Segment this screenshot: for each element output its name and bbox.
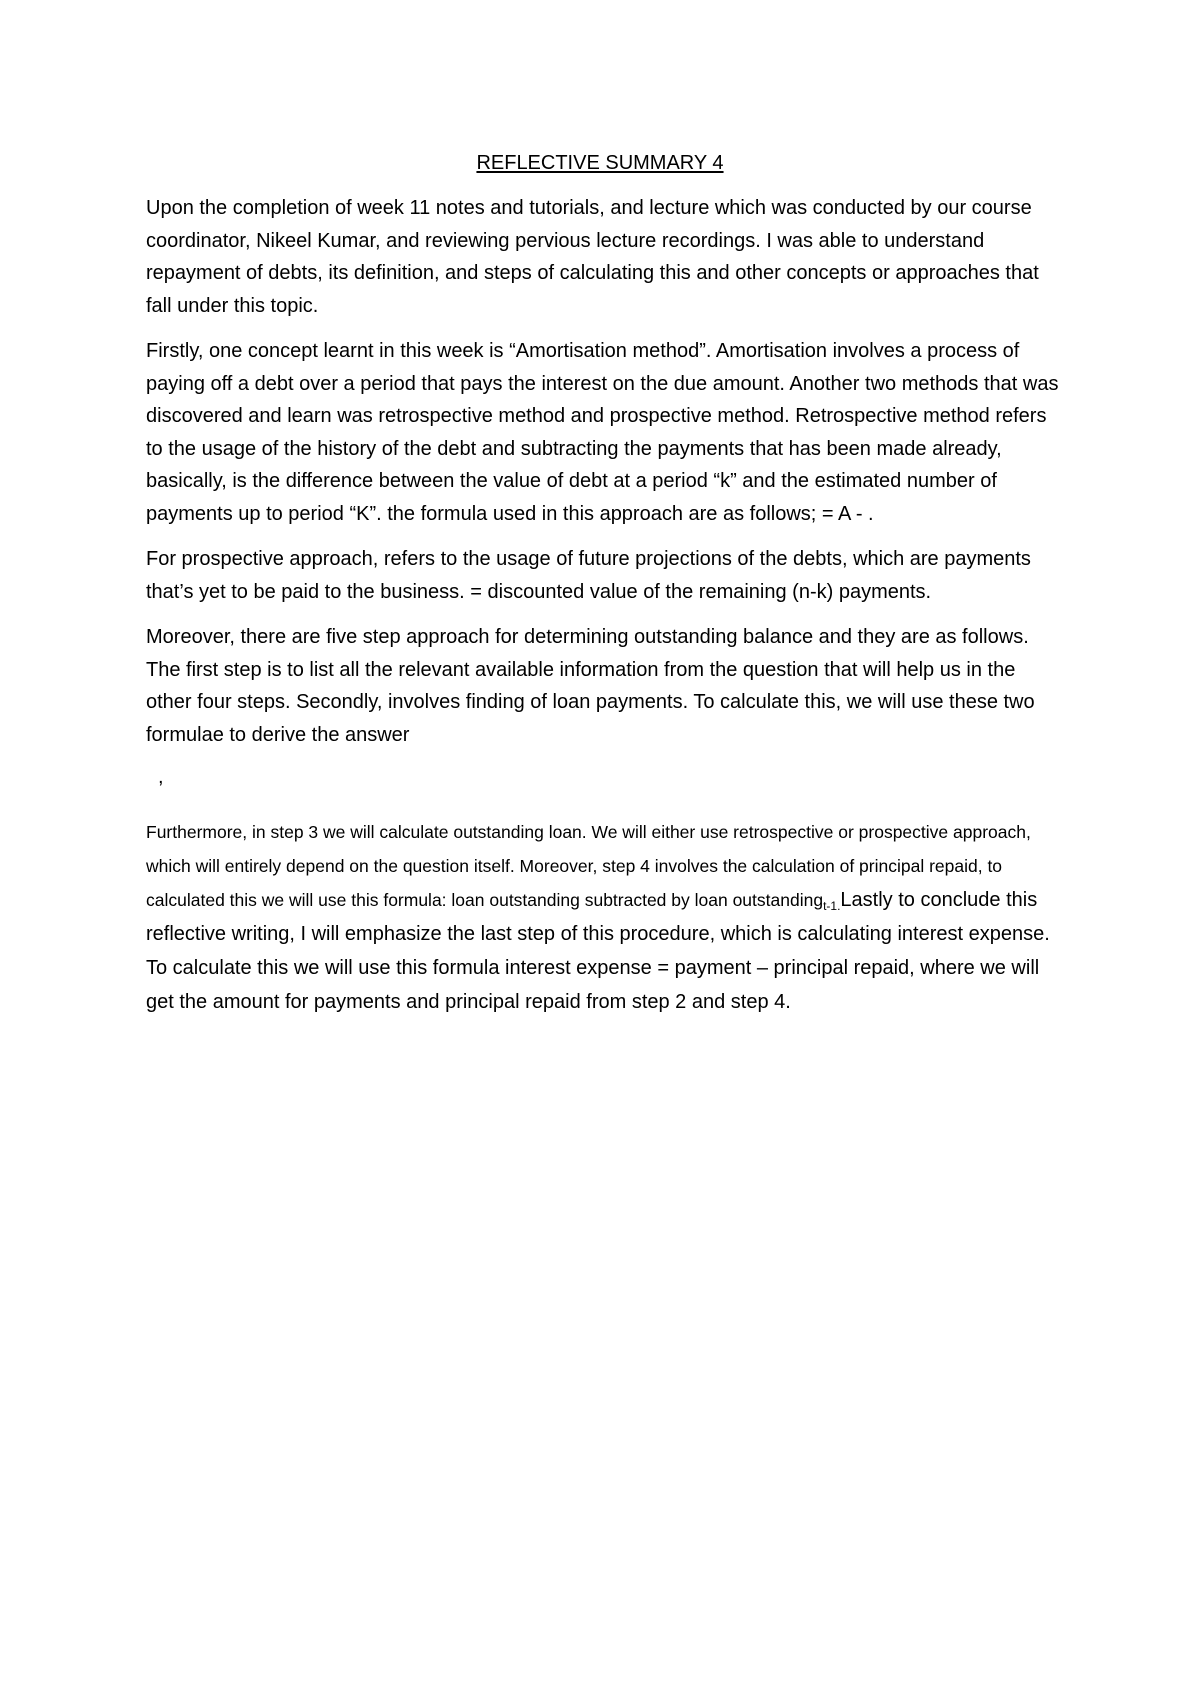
paragraph-introduction: Upon the completion of week 11 notes and tutorials, and lecture which was conducted by our course coordinator, Nikeel Kumar, and reviewing pervious lecture recordings. I was able to understand repayment of debts, its definition, and steps of calculating this and other concepts or approaches that fall under this topic. [146, 197, 1039, 317]
paragraph-amortisation: Firstly, one concept learnt in this week is “Amortisation method”. Amortisation involves a process of paying off a debt over a period that pays the interest on the due amount. Another two methods that was discovered and learn was retrospective method and prospective method. Retrospective method refers to the usage of the history of the debt and subtracting the payments that has been made already, basically, is the difference between the value of debt at a period “k” and the estimated number of payments up to period “K”. the formula used in this approach are as follows; = A - . [146, 340, 1059, 525]
paragraph-prospective: For prospective approach, refers to the usage of future projections of the debts, which are payments that’s yet to be paid to the business. = discounted value of the remaining (n-k) payments. [146, 548, 1031, 603]
subscript-t-minus-1: t-1. [823, 899, 841, 914]
conclusion-small-text: Furthermore, in step 3 we will calculate outstanding loan. We will either use retrospective or prospective approach, which will entirely depend on the question itself. Moreover, step 4 involves the calculation of principal repaid, to calculated this we will use this formula: loan outstanding subtracted by loan outstanding [146, 822, 1031, 910]
document-body [146, 192, 1066, 1020]
formula-placeholder-comma: , [158, 766, 164, 788]
paragraph-five-steps: Moreover, there are five step approach for determining outstanding balance and they are as follows. The first step is to list all the relevant available information from the question that will help us in the other four steps. Secondly, involves finding of loan payments. To calculate this, we will use these two formulae to derive the answer [146, 626, 1035, 746]
paragraph-conclusion [146, 816, 1066, 1020]
conclusion-large-text: Lastly to conclude this reflective writing, I will emphasize the last step of this procedure, which is calculating interest expense. To calculate this we will use this formula interest expense = payment – principal repaid, where we will get the amount for payments and principal repaid from step 2 and step 4. [146, 889, 1050, 1013]
document-title: REFLECTIVE SUMMARY 4 [476, 152, 724, 174]
